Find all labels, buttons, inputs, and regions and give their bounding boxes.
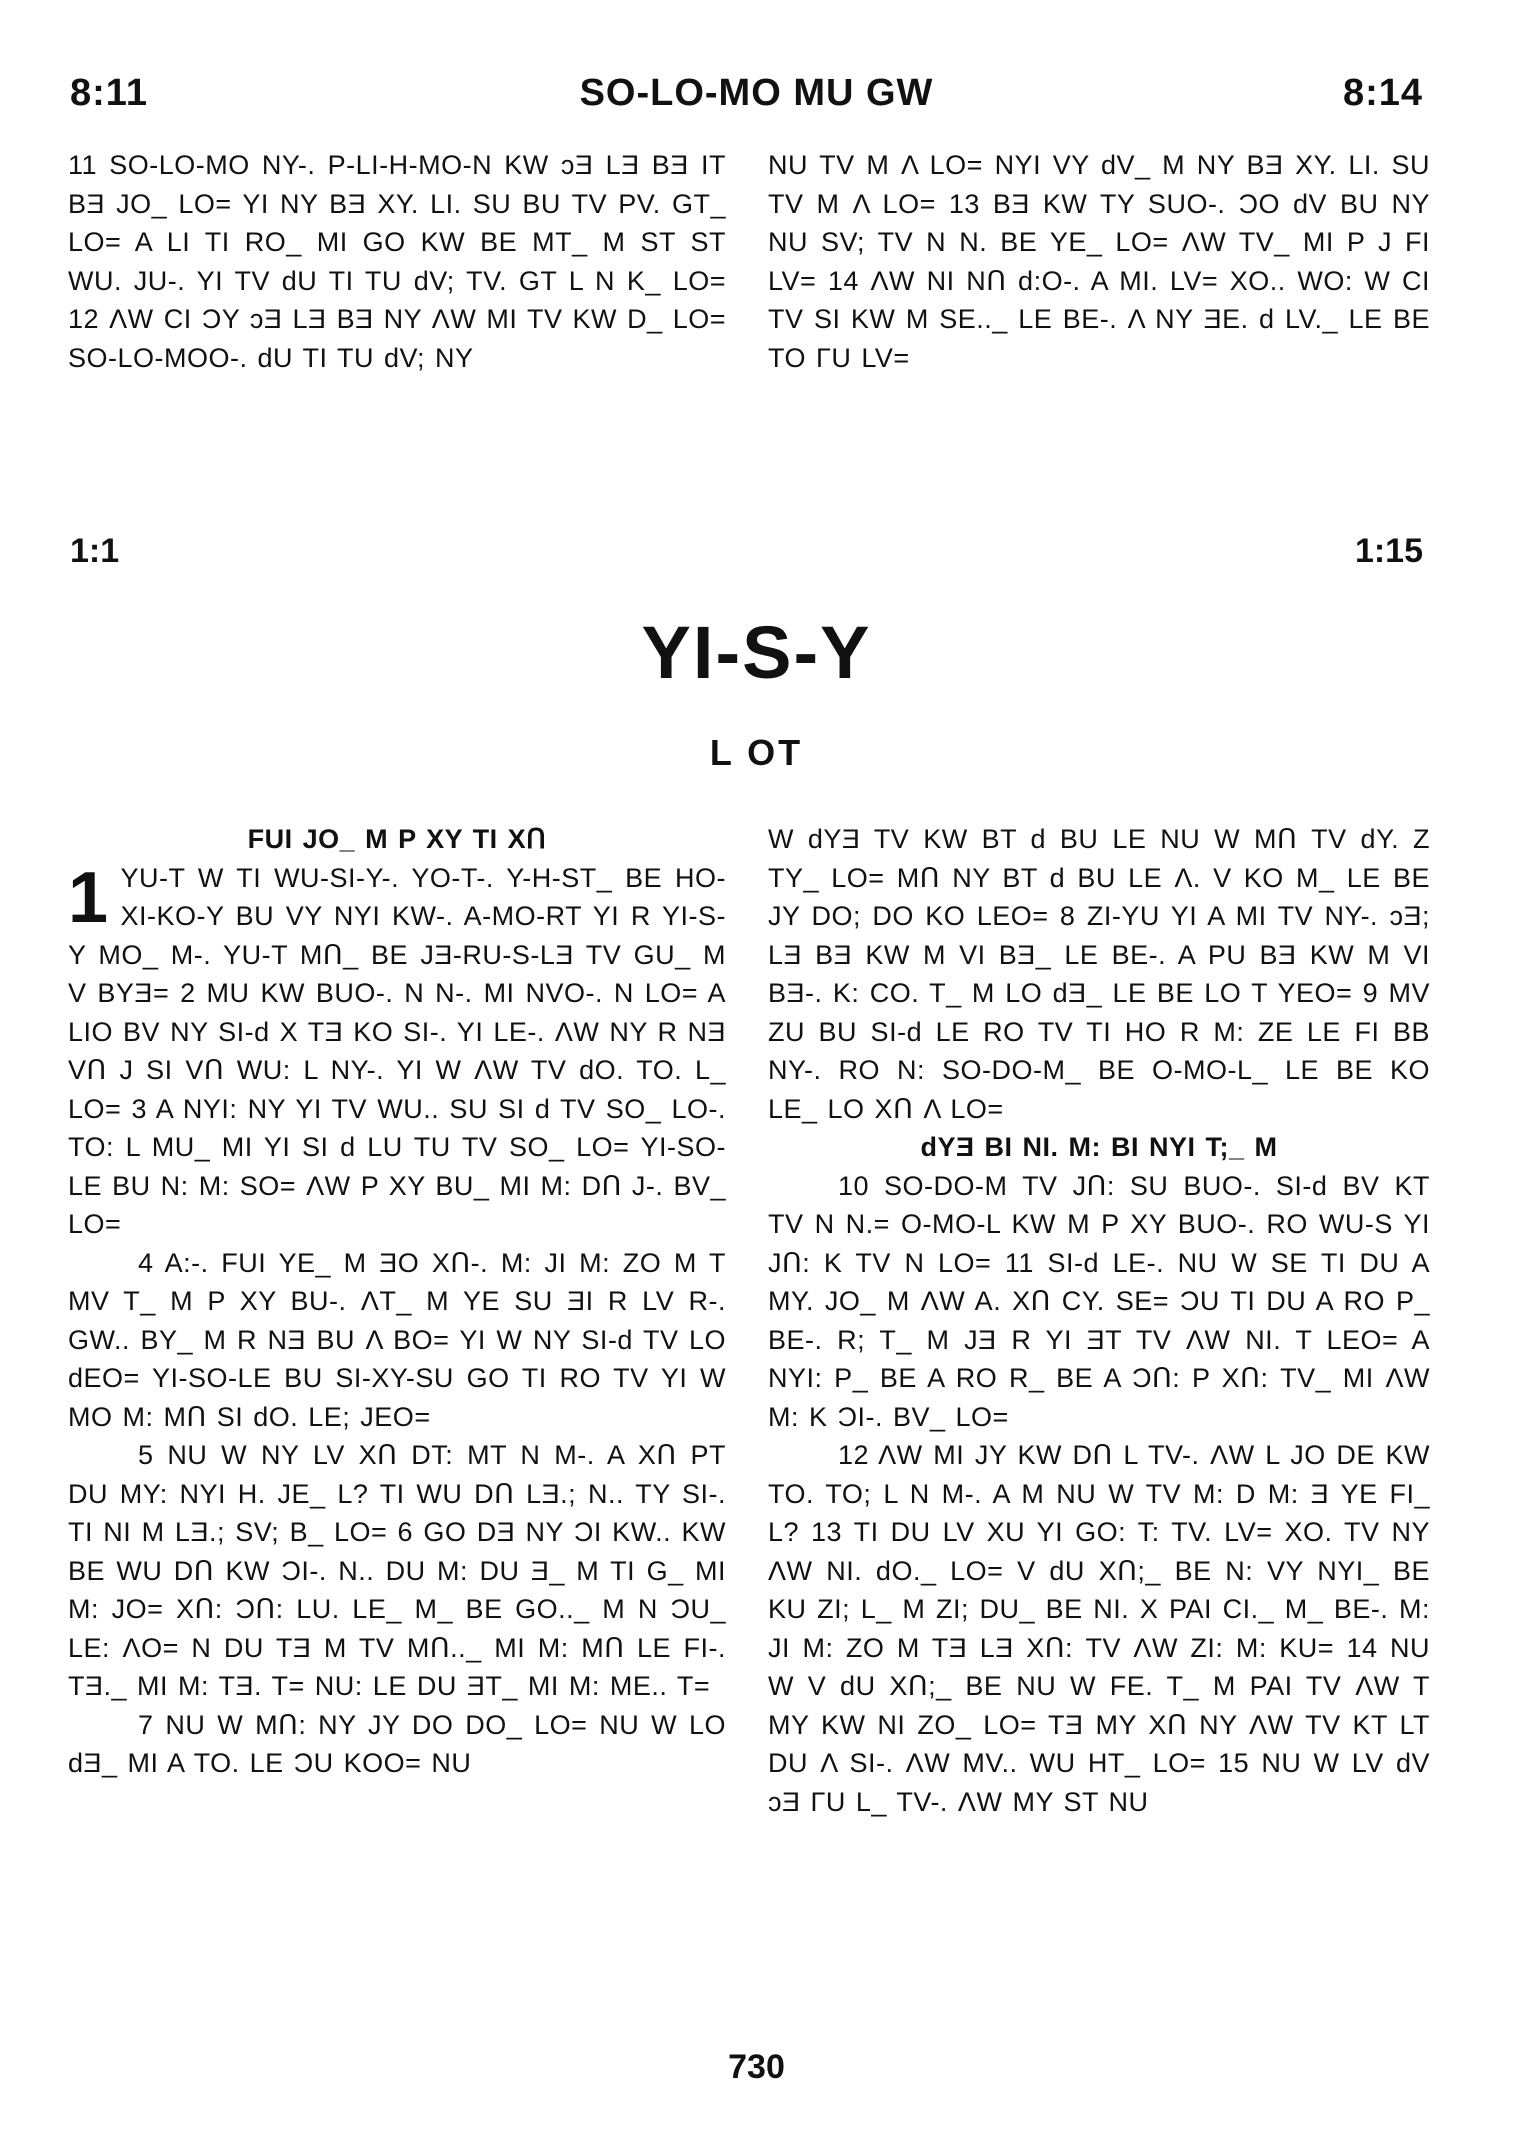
page-number: 730	[728, 2048, 785, 2086]
paragraph: 12 ΛW MI JY KW Dᑎ L TV-. ΛW L JO DE KW TO. TO; L N M-. A M NU W TV M: D M: Ǝ YE FI_ L? 13 TI DU LV XU YI GO: T: TV. LV= XO. TV NY ΛW NI. dO._ LO= V dU Xᑎ;_ BE N: VY NYI_ BE KU ZI; L_ M ZI; DU_ BE NI. X PAI CI._ M_ BE-. M: JI M: ZO M TƎ LƎ Xᑎ: TV ΛW ZI: M: KU= 14 NU W V dU Xᑎ;_ BE NU W FE. T_ M PAI TV ΛW T MY KW NI ZO_ LO= TƎ MY Xᑎ NY ΛW TV KT LT DU Λ SI-. ΛW MV.. WU HT_ LO= 15 NU W LV dV ɔƎ ΓU L_ TV-. ΛW MY ST NU	[768, 1440, 1430, 1817]
main-right-column	[768, 820, 1430, 1821]
section-heading: FUI JO_ M P XY TI Xᑎ	[247, 824, 547, 854]
chapter-number: 1	[68, 857, 109, 938]
top-header-right: 8:14	[1342, 72, 1423, 114]
top-left-column: 11 SO-LO-MO NY-. P-LI-H-MO-N KW ɔƎ LƎ BƎ IT BƎ JO_ LO= YI NY BƎ XY. LI. SU BU TV PV. GT_ LO= A LI TI RO_ MI GO KW BE MT_ M ST ST WU. JU-. YI TV dU TI TU dV; TV. GT L N K_ LO= 12 ΛW CI ϽY ɔƎ LƎ BƎ NY ΛW MI TV KW D_ LO= SO-LO-MOO-. dU TI TU dV; NY	[68, 150, 726, 373]
main-left-column	[68, 820, 726, 1783]
paragraph: 5 NU W NY LV Xᑎ DT: MT N M-. A Xᑎ PT DU MY: NYI H. JE_ L? TI WU Dᑎ LƎ.; N.. TY SI-. TI NI M LƎ.; SV; B_ LO= 6 GO DƎ NY ϽI KW.. KW BE WU Dᑎ KW ϽI-. N.. DU M: DU Ǝ_ M TI G_ MI M: JO= Xᑎ: Ͻᑎ: LU. LE_ M_ BE GO.._ M N ϽU_ LE: ΛO= N DU TƎ M TV Mᑎ.._ MI M: Mᑎ LE FI-. TƎ._ MI M: TƎ. T= NU: LE DU ƎT_ MI M: ME.. T=	[68, 1440, 726, 1701]
book-title: YI-S-Y	[641, 611, 872, 694]
top-header-left: 8:11	[70, 72, 148, 114]
section-heading: dYƎ BI NI. M: BI NYI T;_ M	[920, 1132, 1278, 1162]
paragraph: W dYƎ TV KW BT d BU LE NU W Mᑎ TV dY. Z TY_ LO= Mᑎ NY BT d BU LE Λ. V KO M_ LE BE JY DO; DO KO LEO= 8 ZI-YU YI A MI TV NY-. ɔƎ; LƎ BƎ KW M VI BƎ_ LE BE-. A PU BƎ KW M VI BƎ-. K: CO. T_ M LO dƎ_ LE BE LO T YEO= 9 MV ZU BU SI-d LE RO TV TI HO R M: ZE LE FI BB NY-. RO N: SO-DO-M_ BE O-MO-L_ LE BE KO LE_ LO Xᑎ Λ LO=	[768, 824, 1430, 1124]
top-right-column: NU TV M Λ LO= NYI VY dV_ M NY BƎ XY. LI. SU TV M Λ LO= 13 BƎ KW TY SUO-. ϽO dV BU NY NU SV; TV N N. BE YE_ LO= ΛW TV_ MI P J FI LV= 14 ΛW NI Nᑎ d:O-. A MI. LV= XO.. WO: W CI TV SI KW M SE.._ LE BE-. Λ NY ƎE. d LV._ LE BE TO ΓU LV=	[768, 150, 1430, 373]
paragraph: 10 SO-DO-M TV Jᑎ: SU BUO-. SI-d BV KT TV N N.= O-MO-L KW M P XY BUO-. RO WU-S YI Jᑎ: K TV N LO= 11 SI-d LE-. NU W SE TI DU A MY. JO_ M ΛW A. Xᑎ CY. SE= ϽU TI DU A RO P_ BE-. R; T_ M JƎ R YI ƎT TV ΛW NI. T LEO= A NYI: P_ BE A RO R_ BE A Ͻᑎ: P Xᑎ: TV_ MI ΛW M: K ϽI-. BV_ LO=	[768, 1170, 1430, 1432]
top-header-title: SO-LO-MO MU GW	[579, 72, 934, 114]
chapter-range-right: 1:15	[1354, 532, 1423, 570]
paragraph: 7 NU W Mᑎ: NY JY DO DO_ LO= NU W LO dƎ_ MI A TO. LE ϽU KOO= NU	[68, 1709, 726, 1778]
paragraph: YU-T W TI WU-SI-Y-. YO-T-. Y-H-ST_ BE HO-XI-KO-Y BU VY NYI KW-. A-MO-RT YI R YI-S-Y MO_ M-. YU-T Mᑎ_ BE JƎ-RU-S-LƎ TV GU_ M V BYƎ= 2 MU KW BUO-. N N-. MI NVO-. N LO= A LIO BV NY SI-d X TƎ KO SI-. YI LE-. ΛW NY R NƎ Vᑎ J SI Vᑎ WU: L NY-. YI W ΛW TV dO. TO. L_ LO= 3 A NYI: NY YI TV WU.. SU SI d TV SO_ LO-. TO: L MU_ MI YI SI d LU TU TV SO_ LO= YI-SO-LE BU N: M: SO= ΛW P XY BU_ MI M: Dᑎ J-. BV_ LO=	[68, 862, 726, 1239]
paragraph: 4 A:-. FUI YE_ M ƎO Xᑎ-. M: JI M: ZO M T MV T_ M P XY BU-. ΛT_ M YE SU ƎI R LV R-. GW.. BY_ M R NƎ BU Λ BO= YI W NY SI-d TV LO dEO= YI-SO-LE BU SI-XY-SU GO TI RO TV YI W MO M: Mᑎ SI dO. LE; JEO=	[68, 1247, 726, 1432]
chapter-range-left: 1:1	[70, 532, 120, 570]
book-subtitle: L OT	[709, 732, 804, 773]
